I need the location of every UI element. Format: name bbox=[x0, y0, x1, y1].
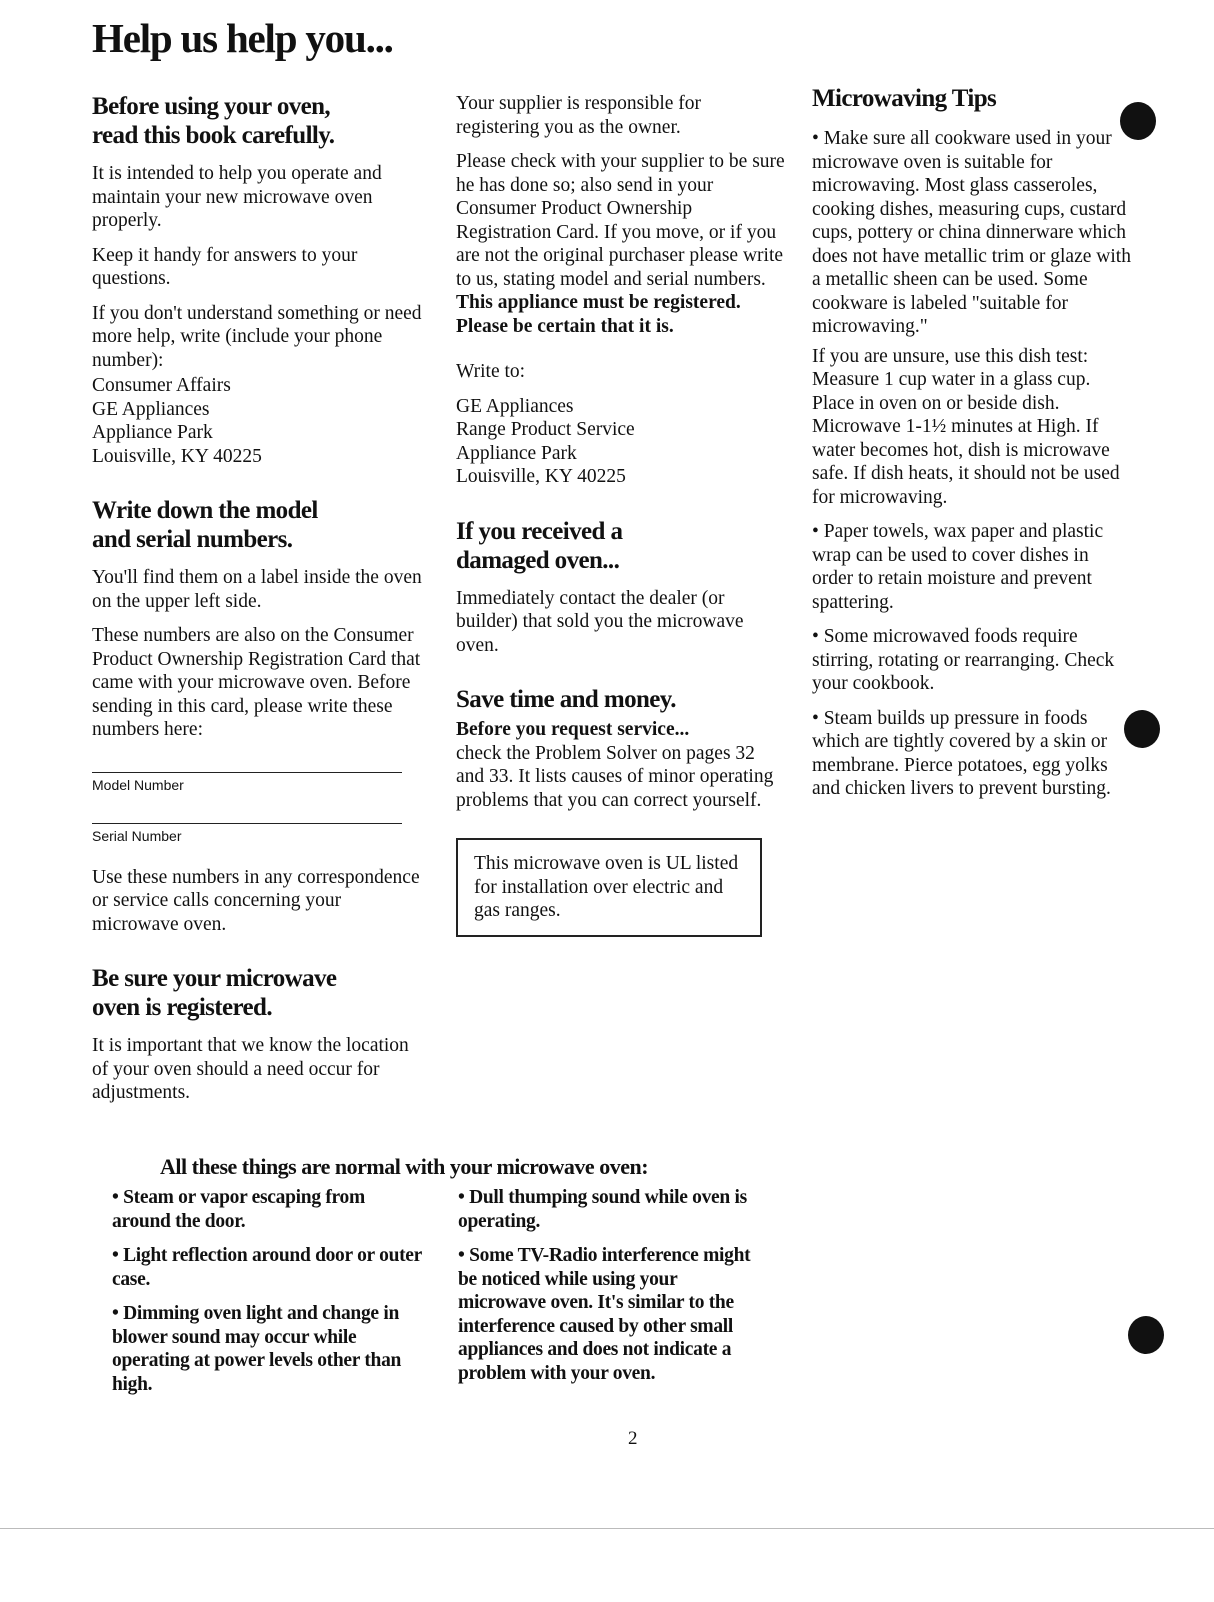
page-bottom-edge bbox=[0, 1528, 1214, 1529]
normal-things-left bbox=[112, 1186, 422, 1407]
serial-number-label: Serial Number bbox=[92, 827, 182, 844]
heading-line: Before using your oven, bbox=[92, 93, 331, 120]
be-sure-registered-heading bbox=[92, 964, 422, 1022]
consumer-affairs-address bbox=[92, 374, 422, 468]
column-right bbox=[812, 84, 1132, 812]
address-line: Louisville, KY 40225 bbox=[92, 445, 262, 467]
tip-dish-test: If you are unsure, use this dish test: Measure 1 cup water in a glass cup. Place in oven on or beside dish. Microwave 1-1½ minutes at High. If water becomes hot, dish is microwave safe. If dish heats, it should not be used for microwaving. bbox=[812, 345, 1120, 508]
model-number-line[interactable] bbox=[92, 772, 402, 773]
tip-stirring: • Some microwaved foods require stirring, rotating or rearranging. Check your cookbook. bbox=[812, 626, 1115, 694]
intro-paragraph-2: Keep it handy for answers to your questions. bbox=[92, 244, 358, 289]
microwaving-tips-heading: Microwaving Tips bbox=[812, 85, 997, 112]
address-line: GE Appliances bbox=[92, 398, 210, 420]
supplier-paragraph-2: Please check with your supplier to be sure he has done so; also send in your Consumer Product Ownership Registration Card. If you move, or if you are not the original purchaser please write to us, stating model and serial numbers. bbox=[456, 151, 785, 290]
model-paragraph-3: Use these numbers in any correspondence or service calls concerning your microwave oven. bbox=[92, 866, 420, 935]
address-line: Range Product Service bbox=[456, 419, 635, 440]
registered-paragraph: It is important that we know the location of your oven should a need occur for adjustments. bbox=[92, 1035, 409, 1103]
before-using-heading bbox=[92, 92, 422, 150]
must-be-registered-text: This appliance must be registered. bbox=[456, 292, 741, 313]
tip-cookware: • Make sure all cookware used in your microwave oven is suitable for microwaving. Most glass casseroles, cooking dishes, measuring cups, custard cups, pottery or china dinnerware which does not have metallic trim or glaze with a metallic sheen can be used. Some cookware is labeled "suitable for microwaving." bbox=[812, 128, 1131, 337]
heading-line: read this book carefully. bbox=[92, 122, 335, 149]
before-request-service-text: Before you request service... bbox=[456, 719, 690, 740]
range-service-address bbox=[456, 395, 786, 489]
punch-hole-top bbox=[1120, 102, 1156, 140]
supplier-paragraph-1: Your supplier is responsible for registering you as the owner. bbox=[456, 93, 702, 138]
normal-item: • Dull thumping sound while oven is operating. bbox=[458, 1187, 747, 1232]
intro-paragraph-3: If you don't understand something or need more help, write (include your phone number): bbox=[92, 302, 422, 371]
write-to-label: Write to: bbox=[456, 361, 526, 382]
address-line: Louisville, KY 40225 bbox=[456, 466, 626, 487]
heading-line: Be sure your microwave bbox=[92, 965, 337, 992]
punch-hole-bottom bbox=[1128, 1316, 1164, 1354]
heading-line: If you received a bbox=[456, 517, 623, 545]
write-down-model-heading bbox=[92, 496, 422, 554]
normal-things-heading: All these things are normal with your microwave oven: bbox=[160, 1154, 649, 1179]
damaged-oven-heading bbox=[456, 517, 786, 575]
model-paragraph-1: You'll find them on a label inside the oven on the upper left side. bbox=[92, 567, 422, 612]
normal-things-right bbox=[458, 1186, 768, 1396]
address-line: Consumer Affairs bbox=[92, 375, 231, 396]
heading-line: damaged oven... bbox=[456, 546, 620, 574]
damaged-paragraph: Immediately contact the dealer (or builder) that sold you the microwave oven. bbox=[456, 587, 744, 656]
normal-item: • Dimming oven light and change in blower sound may occur while operating at power levels other than high. bbox=[112, 1303, 402, 1395]
tip-steam: • Steam builds up pressure in foods which are tightly covered by a skin or membrane. Pierce potatoes, egg yolks and chicken livers to prevent bursting. bbox=[812, 707, 1111, 799]
normal-item: • Steam or vapor escaping from around the door. bbox=[112, 1187, 365, 1232]
save-time-heading: Save time and money. bbox=[456, 686, 676, 713]
intro-paragraph-1: It is intended to help you operate and maintain your new microwave oven properly. bbox=[92, 163, 382, 231]
tip-paper-towels: • Paper towels, wax paper and plastic wrap can be used to cover dishes in order to retain moisture and prevent spattering. bbox=[812, 521, 1104, 613]
address-line: Appliance Park bbox=[92, 422, 213, 443]
model-number-label: Model Number bbox=[92, 776, 184, 793]
page-title: Help us help you... bbox=[92, 15, 393, 61]
be-certain-text: Please be certain that it is. bbox=[456, 315, 674, 337]
model-paragraph-2: These numbers are also on the Consumer Product Ownership Registration Card that came with your microwave oven. Before sending in this card, please write these numbers here: bbox=[92, 625, 421, 740]
problem-solver-paragraph: check the Problem Solver on pages 32 and 33. It lists causes of minor operating problems that you can correct yourself. bbox=[456, 742, 774, 811]
heading-line: and serial numbers. bbox=[92, 526, 293, 553]
page-number: 2 bbox=[628, 1428, 638, 1449]
column-left bbox=[92, 92, 422, 1116]
normal-item: • Light reflection around door or outer case. bbox=[112, 1245, 422, 1290]
heading-line: oven is registered. bbox=[92, 994, 273, 1021]
address-line: GE Appliances bbox=[456, 395, 574, 417]
normal-item: • Some TV-Radio interference might be noticed while using your microwave oven. It's similar to the interference caused by other small appliances and does not indicate a problem with your oven. bbox=[458, 1245, 751, 1384]
ul-listed-box: This microwave oven is UL listed for installation over electric and gas ranges. bbox=[456, 838, 762, 937]
punch-hole-middle bbox=[1124, 710, 1160, 748]
column-middle bbox=[456, 92, 786, 937]
heading-line: Write down the model bbox=[92, 497, 318, 524]
serial-number-line[interactable] bbox=[92, 823, 402, 824]
address-line: Appliance Park bbox=[456, 442, 577, 464]
